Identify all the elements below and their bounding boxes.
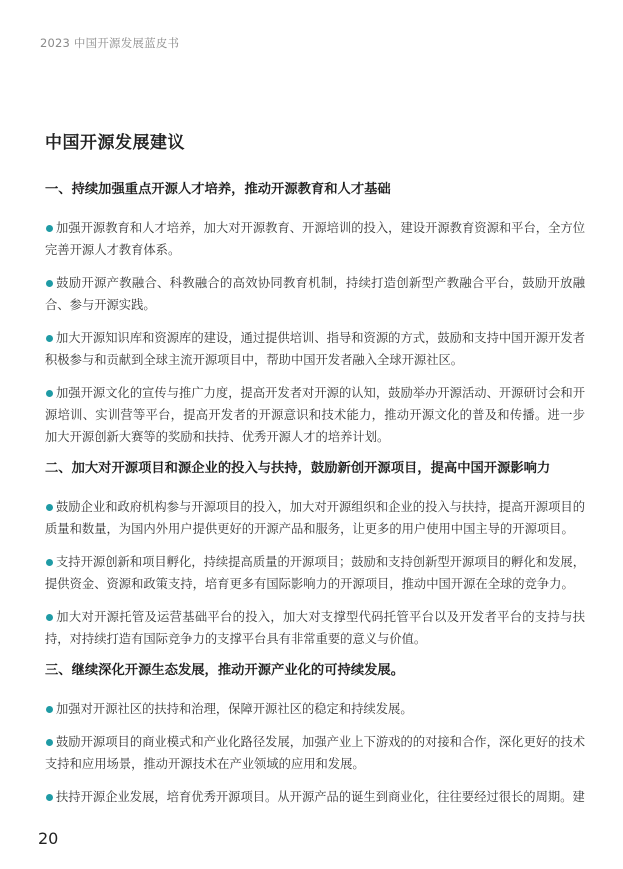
bullet-dot-icon [46, 739, 53, 746]
running-header: 2023 中国开源发展蓝皮书 [40, 36, 180, 50]
bullet-dot-icon [46, 280, 53, 287]
list-item: 加强开源教育和人才培养，加大对开源教育、开源培训的投入，建设开源教育资源和平台，全方位完善开源人才教育体系。 [45, 221, 585, 257]
list-item: 加大开源知识库和资源库的建设，通过提供培训、指导和资源的方式，鼓励和支持中国开源开发者积极参与和贡献到全球主流开源项目中，帮助中国开发者融入全球开源社区。 [45, 331, 585, 367]
section-1 [45, 180, 585, 448]
list-item: 鼓励开源产教融合、科教融合的高效协同教育机制，持续打造创新型产教融合平台，鼓励开放融合、参与开源实践。 [45, 276, 585, 312]
section-heading: 三、继续深化开源生态发展，推动开源产业化的可持续发展。 [45, 663, 405, 678]
bullet-dot-icon [46, 335, 53, 342]
bullet-dot-icon [46, 504, 53, 511]
page-title: 中国开源发展建议 [45, 133, 185, 153]
bullet-dot-icon [46, 225, 53, 232]
page-number: 20 [38, 829, 59, 848]
list-item: 鼓励企业和政府机构参与开源项目的投入，加大对开源组织和企业的投入与扶持，提高开源项目的质量和数量，为国内外用户提供更好的开源产品和服务，让更多的用户使用中国主导的开源项目。 [45, 500, 585, 536]
section-heading: 二、加大对开源项目和源企业的投入与扶持，鼓励新创开源项目，提高中国开源影响力 [45, 461, 551, 476]
list-item: 支持开源创新和项目孵化，持续提高质量的开源项目；鼓励和支持创新型开源项目的孵化和发展，提供资金、资源和政策支持，培育更多有国际影响力的开源项目，推动中国开源在全球的竞争力。 [45, 555, 585, 591]
list-item: 加强开源文化的宣传与推广力度，提高开发者对开源的认知，鼓励举办开源活动、开源研讨会和开源培训、实训营等平台，提高开发者的开源意识和技术能力，推动开源文化的普及和传播。进一步加大开源创新大赛等的奖励和扶持、优秀开源人才的培养计划。 [45, 386, 585, 444]
section-2 [45, 459, 585, 650]
section-heading: 一、持续加强重点开源人才培养，推动开源教育和人才基础 [45, 182, 391, 197]
bullet-dot-icon [46, 390, 53, 397]
page-content [45, 128, 585, 819]
list-item: 鼓励开源项目的商业模式和产业化路径发展，加强产业上下游戏的的对接和合作，深化更好的技术支持和应用场景，推动开源技术在产业领域的应用和发展。 [45, 735, 585, 771]
list-item: 扶持开源企业发展，培育优秀开源项目。从开源产品的诞生到商业化，往往要经过很长的周期。建 [45, 786, 585, 808]
bullet-dot-icon [46, 559, 53, 566]
bullet-dot-icon [46, 706, 53, 713]
bullet-dot-icon [46, 794, 53, 801]
list-item: 加强对开源社区的扶持和治理，保障开源社区的稳定和持续发展。 [45, 698, 585, 720]
section-3 [45, 661, 585, 808]
list-item: 加大对开源托管及运营基础平台的投入，加大对支撑型代码托管平台以及开发者平台的支持与扶持，对持续打造有国际竞争力的支撑平台具有非常重要的意义与价值。 [45, 610, 585, 646]
bullet-dot-icon [46, 614, 53, 621]
